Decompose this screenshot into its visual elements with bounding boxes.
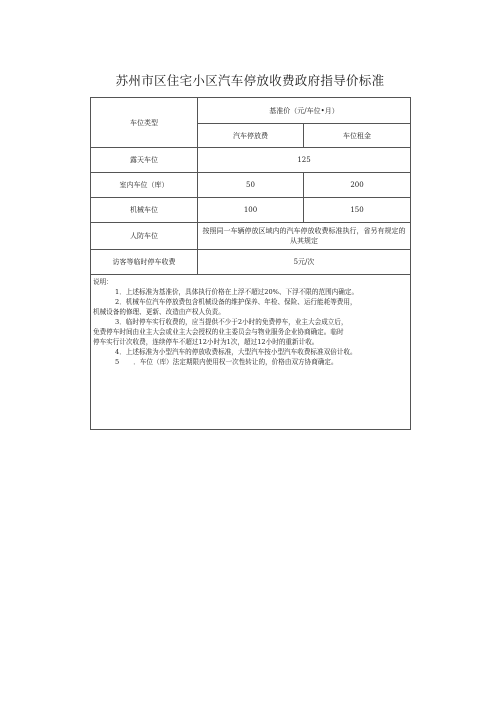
row-type-cell: 室内车位（库） <box>91 173 198 198</box>
row-value-cell: 按照同一车辆停放区域内的汽车停放收费标准执行，省另有规定的从其规定 <box>198 223 411 250</box>
note-line: 机械设备的修理、更新、改造由产权人负责。 <box>93 308 225 316</box>
table-row <box>91 198 411 223</box>
note-line: 2．机械车位汽车停放费包含机械设备的维护保养、年检、保险、运行能耗等费用， <box>115 298 357 306</box>
note-line: 4．上述标准为小型汽车的停放收费标准，大型汽车按小型汽车收费标准双倍计收。 <box>115 348 357 356</box>
table-header-row <box>91 98 411 124</box>
header-parking-fee: 汽车停放费 <box>198 124 304 148</box>
row-value-cell: 5元/次 <box>198 250 411 275</box>
note-text: ．车位（库）法定期限内使用权一次性转让的，价格由双方协商确定。 <box>133 358 338 366</box>
note-line <box>93 357 408 367</box>
note-number: 5 <box>115 358 120 366</box>
row-rent-cell: 150 <box>304 198 411 223</box>
row-type-cell: 访客等临时停车收费 <box>91 250 198 275</box>
table-row <box>91 173 411 198</box>
table-row <box>91 148 411 173</box>
header-base-price: 基准价（元/车位•月） <box>198 98 411 124</box>
notes-cell <box>91 275 411 430</box>
header-parking-type: 车位类型 <box>91 98 198 148</box>
row-type-cell: 人防车位 <box>91 223 198 250</box>
note-line: 免费停车时间由业主大会或业主大会授权的业主委员会与物业服务企业协商确定。临时 <box>93 328 344 336</box>
row-value-cell: 125 <box>198 148 411 173</box>
notes-heading: 说明： <box>93 278 113 286</box>
table-row <box>91 250 411 275</box>
row-type-cell: 露天车位 <box>91 148 198 173</box>
notes-row <box>91 275 411 430</box>
note-line: 3．临时停车实行收费的，应当提供不少于2小时的免费停车，业主大会成立后， <box>115 318 348 326</box>
row-fee-cell: 50 <box>198 173 304 198</box>
fee-table <box>90 97 411 430</box>
note-line: 停车实行计次收费，连续停车不超过12小时为1次，超过12小时的重新计收。 <box>93 338 319 346</box>
header-space-rent: 车位租金 <box>304 124 411 148</box>
row-fee-cell: 100 <box>198 198 304 223</box>
row-rent-cell: 200 <box>304 173 411 198</box>
table-row <box>91 223 411 250</box>
note-line: 1．上述标准为基准价，具体执行价格在上浮不超过20%、下浮不限的范围内确定。 <box>115 288 359 296</box>
row-type-cell: 机械车位 <box>91 198 198 223</box>
page-title: 苏州市区住宅小区汽车停放收费政府指导价标准 <box>115 73 385 88</box>
